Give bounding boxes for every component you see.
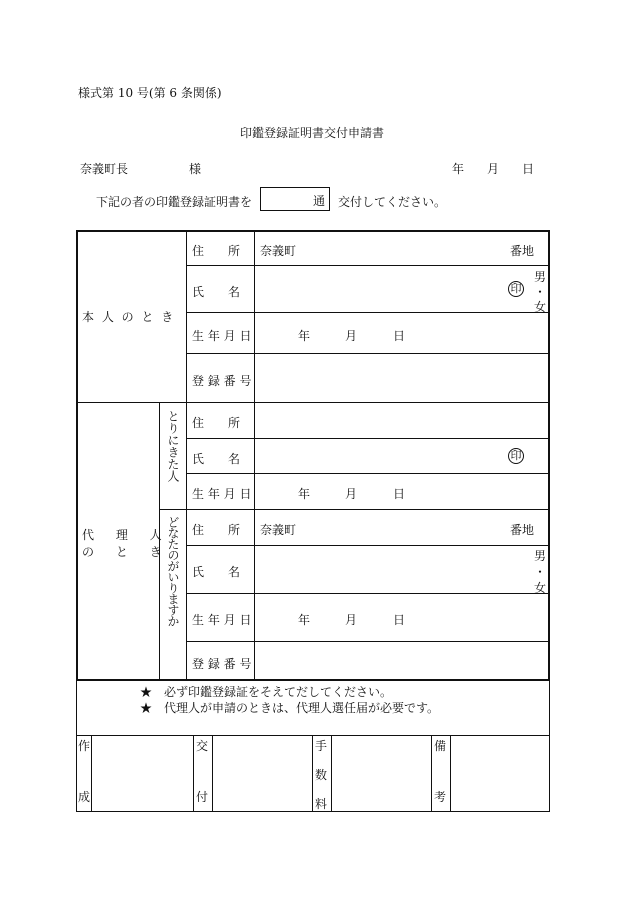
owner-gender-male: 男	[534, 549, 547, 563]
self-section-label: 本 人 の と き	[82, 310, 176, 324]
owner-regno-label: 登 録 番 号	[192, 657, 252, 671]
office-create-2: 成	[78, 790, 91, 804]
request-prefix: 下記の者の印鑑登録証明書を	[96, 195, 253, 209]
office-vline	[212, 735, 213, 812]
whose-label: どなたのがいりますか	[166, 516, 180, 626]
self-gender-male: 男	[534, 270, 547, 284]
date-year-label: 年	[452, 162, 465, 176]
table-hline	[186, 353, 550, 354]
owner-gender-female: 女	[534, 581, 547, 595]
self-name-label: 氏 名	[192, 285, 241, 299]
seal-circle: 印	[508, 281, 524, 297]
copies-unit: 通	[313, 194, 326, 208]
self-birth-year: 年	[298, 329, 311, 343]
table-hline	[186, 265, 550, 266]
office-vline	[431, 735, 432, 812]
owner-birth-year: 年	[298, 613, 311, 627]
self-seal-mark	[508, 281, 524, 297]
receiver-address-label: 住 所	[192, 416, 241, 430]
owner-name-label: 氏 名	[192, 565, 241, 579]
self-address-banchi: 番地	[510, 244, 535, 258]
receiver-birth-label: 生 年 月 日	[192, 487, 252, 501]
table-hline	[186, 641, 550, 642]
office-vline	[193, 735, 194, 812]
owner-address-town: 奈義町	[260, 523, 297, 537]
agent-section-label-2: の と き	[82, 545, 162, 559]
date-month-label: 月	[487, 162, 500, 176]
table-hline	[186, 473, 550, 474]
self-regno-label: 登 録 番 号	[192, 374, 252, 388]
form-number: 様式第 10 号(第 6 条関係)	[78, 86, 222, 100]
receiver-seal-mark	[508, 448, 524, 464]
request-suffix: 交付してください。	[338, 195, 447, 209]
office-issue-2: 付	[196, 790, 209, 804]
office-table	[76, 735, 550, 812]
table-vline-field	[254, 230, 255, 681]
honorific: 様	[189, 162, 202, 176]
table-vline-label	[186, 230, 187, 681]
mayor-addressee: 奈義町長	[80, 162, 129, 176]
seal-circle: 印	[508, 448, 524, 464]
self-address-label: 住 所	[192, 244, 241, 258]
owner-address-banchi: 番地	[510, 523, 535, 537]
agent-section-label-1: 代 理 人	[82, 528, 162, 542]
section-divider	[76, 402, 550, 403]
owner-birth-label: 生 年 月 日	[192, 613, 252, 627]
office-issue-1: 交	[196, 739, 209, 753]
office-remark-2: 考	[434, 790, 447, 804]
owner-gender-dot: ・	[534, 565, 547, 579]
receiver-birth-day: 日	[393, 487, 406, 501]
self-birth-month: 月	[345, 329, 358, 343]
owner-address-label: 住 所	[192, 523, 241, 537]
office-vline	[312, 735, 313, 812]
office-vline	[91, 735, 92, 812]
office-vline	[331, 735, 332, 812]
self-gender-dot: ・	[534, 285, 547, 299]
office-vline	[450, 735, 451, 812]
office-fee-3: 料	[315, 797, 328, 811]
date-day-label: 日	[522, 162, 535, 176]
subsection-divider	[159, 509, 550, 510]
self-address-town: 奈義町	[260, 244, 297, 258]
office-fee-1: 手	[315, 739, 328, 753]
table-hline	[186, 312, 550, 313]
self-gender-female: 女	[534, 300, 547, 314]
receiver-birth-month: 月	[345, 487, 358, 501]
table-hline	[186, 438, 550, 439]
note-agent-form: ★ 代理人が申請のときは、代理人選任届が必要です。	[140, 701, 440, 715]
copies-input-box[interactable]	[260, 187, 330, 211]
note-seal-card: ★ 必ず印鑑登録証をそえてだしてください。	[140, 685, 393, 699]
self-name-input[interactable]	[256, 267, 506, 311]
self-birth-day: 日	[393, 329, 406, 343]
owner-birth-month: 月	[345, 613, 358, 627]
owner-birth-day: 日	[393, 613, 406, 627]
receiver-name-label: 氏 名	[192, 452, 241, 466]
office-fee-2: 数	[315, 768, 328, 782]
receiver-label: とりにきた人	[166, 410, 180, 482]
receiver-birth-year: 年	[298, 487, 311, 501]
form-title: 印鑑登録証明書交付申請書	[240, 126, 385, 140]
table-hline	[186, 545, 550, 546]
office-remark-1: 備	[434, 739, 447, 753]
self-birth-label: 生 年 月 日	[192, 329, 252, 343]
table-hline	[186, 593, 550, 594]
office-create-1: 作	[78, 739, 91, 753]
